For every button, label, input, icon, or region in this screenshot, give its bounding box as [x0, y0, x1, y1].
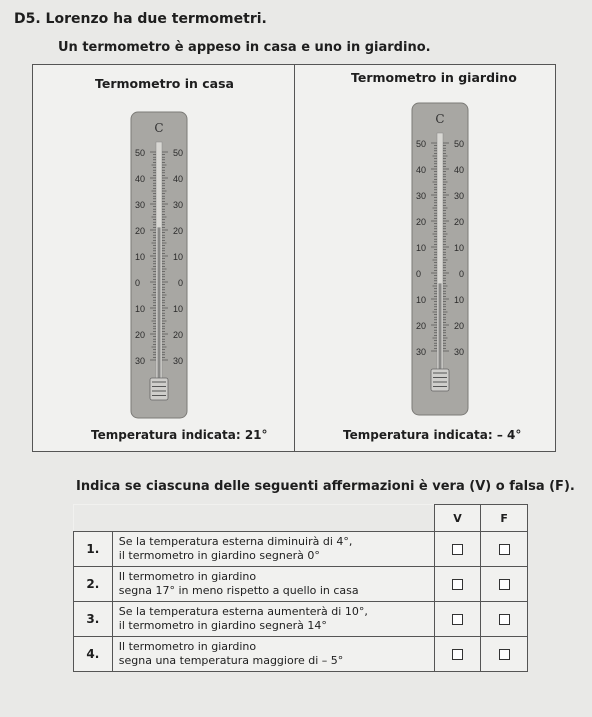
header-true: V: [434, 505, 481, 532]
scale-label-right: 30: [453, 191, 464, 201]
checkbox-false[interactable]: [499, 579, 510, 590]
thermometer-liquid: [158, 227, 161, 382]
thermometer-unit: C: [154, 121, 164, 135]
scale-label-left: 10: [416, 243, 427, 253]
question-title: D5. Lorenzo ha due termometri.: [14, 11, 267, 27]
checkbox-false[interactable]: [499, 614, 510, 625]
checkbox-true[interactable]: [452, 614, 463, 625]
scale-label-right: 10: [453, 243, 464, 253]
thermometer-clip: [150, 378, 168, 400]
garden-thermometer: [410, 101, 470, 417]
checkbox-true[interactable]: [452, 649, 463, 660]
scale-label-left: 10: [416, 295, 427, 305]
scale-label-left: 20: [416, 217, 427, 227]
row-statement: Se la temperatura esterna aumenterà di 10°, il termometro in giardino segnerà 14°: [112, 602, 434, 637]
question-intro: Un termometro è appeso in casa e uno in giardino.: [58, 40, 431, 55]
checkbox-false[interactable]: [499, 544, 510, 555]
scale-label-right: 20: [172, 330, 183, 340]
statements-table: [73, 504, 528, 672]
scale-label-right: 20: [172, 226, 183, 236]
scale-label-right: 50: [453, 139, 464, 149]
scale-label-left: 20: [416, 321, 427, 331]
row-statement: Il termometro in giardino segna una temperatura maggiore di – 5°: [112, 637, 434, 672]
row-statement: Il termometro in giardino segna 17° in meno rispetto a quello in casa: [112, 567, 434, 602]
scale-label-right: 20: [453, 321, 464, 331]
table-row: [74, 532, 528, 567]
row-statement: Se la temperatura esterna diminuirà di 4°, il termometro in giardino segnerà 0°: [112, 532, 434, 567]
scale-label-right: 30: [172, 356, 183, 366]
table-row: [74, 637, 528, 672]
scale-label-left: 20: [135, 330, 146, 340]
scale-label-left: 10: [135, 304, 146, 314]
scale-label-right: 10: [172, 252, 183, 262]
thermometers-box: [32, 64, 556, 452]
house-reading: Temperatura indicata: 21°: [91, 428, 268, 442]
scale-label-left: 30: [416, 347, 427, 357]
checkbox-false[interactable]: [499, 649, 510, 660]
row-number: 1.: [74, 532, 113, 567]
scale-label-left: 0: [416, 269, 422, 279]
scale-label-left: 30: [416, 191, 427, 201]
box-divider: [294, 65, 295, 451]
table-row: [74, 602, 528, 637]
scale-label-right: 40: [172, 174, 183, 184]
scale-label-left: 30: [135, 356, 146, 366]
scale-label-left: 50: [416, 139, 427, 149]
scale-label-right: 0: [177, 278, 183, 288]
scale-label-right: 10: [172, 304, 183, 314]
row-number: 2.: [74, 567, 113, 602]
garden-thermometer-title: Termometro in giardino: [351, 70, 517, 85]
thermometer-liquid: [439, 283, 442, 373]
scale-label-left: 30: [135, 200, 146, 210]
scale-label-right: 50: [172, 148, 183, 158]
checkbox-true[interactable]: [452, 544, 463, 555]
scale-label-left: 40: [135, 174, 146, 184]
instructions: Indica se ciascuna delle seguenti affermazioni è vera (V) o falsa (F).: [76, 479, 575, 494]
scale-label-right: 40: [453, 165, 464, 175]
house-thermometer: [129, 110, 189, 420]
checkbox-true[interactable]: [452, 579, 463, 590]
scale-label-right: 30: [172, 200, 183, 210]
row-number: 3.: [74, 602, 113, 637]
thermometer-unit: C: [435, 112, 445, 126]
scale-label-left: 20: [135, 226, 146, 236]
scale-label-right: 10: [453, 295, 464, 305]
scale-label-right: 30: [453, 347, 464, 357]
garden-reading: Temperatura indicata: – 4°: [343, 428, 522, 442]
scale-label-left: 40: [416, 165, 427, 175]
scale-label-right: 20: [453, 217, 464, 227]
table-row: [74, 567, 528, 602]
house-thermometer-title: Termometro in casa: [95, 76, 234, 91]
scale-label-left: 50: [135, 148, 146, 158]
scale-label-left: 0: [135, 278, 141, 288]
scale-label-right: 0: [458, 269, 464, 279]
row-number: 4.: [74, 637, 113, 672]
scale-label-left: 10: [135, 252, 146, 262]
thermometer-clip: [431, 369, 449, 391]
header-false: F: [481, 505, 528, 532]
